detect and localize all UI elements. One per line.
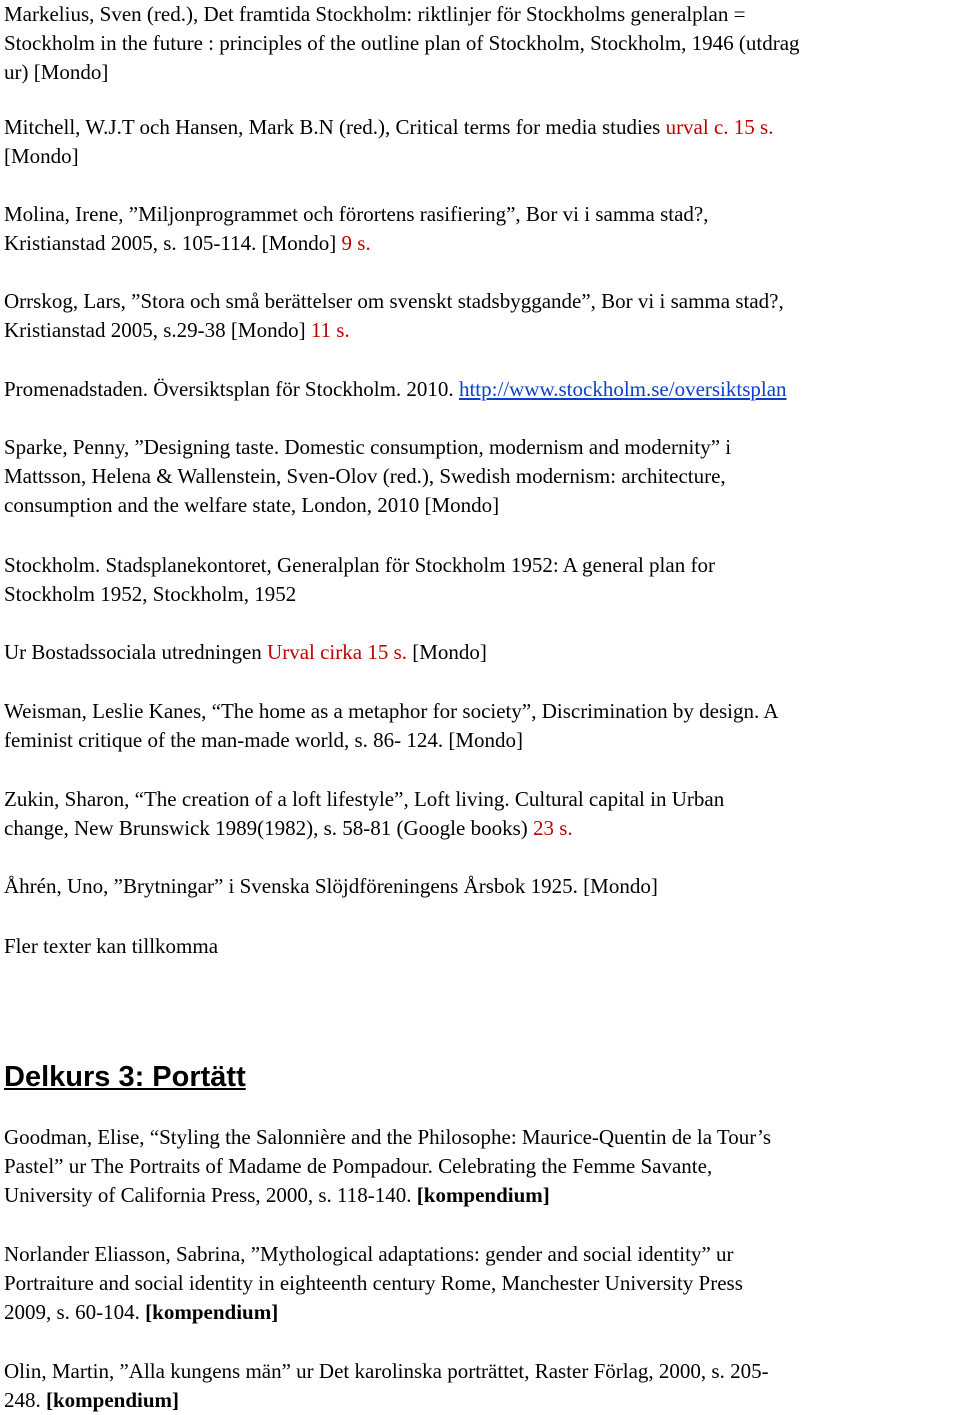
reference-text: Stockholm 1952, Stockholm, 1952 — [4, 582, 297, 606]
reference-line — [4, 1269, 743, 1298]
reference-entry — [4, 433, 731, 520]
reference-line — [4, 785, 724, 814]
reference-line — [4, 287, 784, 316]
reference-text: Kristianstad 2005, s. 105-114. [Mondo] — [4, 231, 342, 255]
reference-line — [4, 551, 715, 580]
reference-text: consumption and the welfare state, London, 2010 [Mondo] — [4, 493, 500, 517]
source-tag: [kompendium] — [46, 1388, 180, 1412]
reference-line — [4, 1386, 769, 1415]
page-count-note: 11 s. — [310, 318, 350, 342]
section-heading: Delkurs 3: Portätt — [4, 1061, 246, 1093]
reference-entry — [4, 1123, 771, 1210]
reference-entry — [4, 1357, 769, 1415]
reference-entry — [4, 200, 708, 258]
reference-line — [4, 462, 731, 491]
reference-entry — [4, 638, 487, 667]
oversiktsplan-link[interactable]: http://www.stockholm.se/oversiktsplan — [458, 377, 787, 401]
reference-line — [4, 200, 708, 229]
page-count-note: Urval cirka 15 s. — [267, 640, 407, 664]
reference-text: [Mondo] — [407, 640, 487, 664]
reference-entry — [4, 375, 787, 404]
reference-line — [4, 29, 800, 58]
reference-entry — [4, 697, 779, 755]
reference-line — [4, 58, 800, 87]
reference-line — [4, 433, 731, 462]
reference-entry — [4, 872, 658, 901]
reference-text: Sparke, Penny, ”Designing taste. Domestic consumption, modernism and modernity” i — [4, 435, 732, 459]
reference-line — [4, 1298, 743, 1327]
reference-text: Portraiture and social identity in eighteenth century Rome, Manchester University Press — [4, 1271, 743, 1295]
reference-text: Goodman, Elise, “Styling the Salonnière and the Philosophe: Maurice-Quentin de la Tour’s — [4, 1125, 772, 1149]
reference-line — [4, 814, 724, 843]
reference-line — [4, 491, 731, 520]
reference-text: Mitchell, W.J.T och Hansen, Mark B.N (red.), Critical terms for media studies — [4, 115, 666, 139]
source-tag: [kompendium] — [145, 1300, 279, 1324]
reference-text: Promenadstaden. Översiktsplan för Stockholm. 2010. — [4, 377, 459, 401]
reference-text: feminist critique of the man-made world, s. 86- 124. [Mondo] — [4, 728, 524, 752]
reference-line — [4, 142, 773, 171]
reference-line — [4, 375, 787, 404]
reference-text: Stockholm in the future : principles of the outline plan of Stockholm, Stockholm, 1946 (utdrag — [4, 31, 800, 55]
reference-text: Kristianstad 2005, s.29-38 [Mondo] — [4, 318, 311, 342]
reference-line — [4, 872, 658, 901]
reference-text: [Mondo] — [4, 144, 79, 168]
reference-text: Orrskog, Lars, ”Stora och små berättelser om svenskt stadsbyggande”, Bor vi i samma stad?, — [4, 289, 784, 313]
reference-line — [4, 113, 773, 142]
reference-text: Molina, Irene, ”Miljonprogrammet och förortens rasifiering”, Bor vi i samma stad?, — [4, 202, 709, 226]
page-count-note: 9 s. — [341, 231, 371, 255]
reference-text: change, New Brunswick 1989(1982), s. 58-81 (Google books) — [4, 816, 533, 840]
reference-text: Mattsson, Helena & Wallenstein, Sven-Olov (red.), Swedish modernism: architecture, — [4, 464, 726, 488]
reference-entry — [4, 932, 218, 961]
reference-text: Markelius, Sven (red.), Det framtida Stockholm: riktlinjer för Stockholms generalplan = — [4, 2, 746, 26]
reference-entry — [4, 551, 715, 609]
reference-line — [4, 316, 784, 345]
reference-entry — [4, 1240, 743, 1327]
reference-text: Fler texter kan tillkomma — [4, 934, 219, 958]
source-tag: [kompendium] — [416, 1183, 550, 1207]
reference-entry — [4, 287, 784, 345]
reference-text: ur) [Mondo] — [4, 60, 109, 84]
reference-text: Weisman, Leslie Kanes, “The home as a metaphor for society”, Discrimination by design. A — [4, 699, 779, 723]
reference-line — [4, 229, 708, 258]
reference-line — [4, 1152, 771, 1181]
reference-text: Åhrén, Uno, ”Brytningar” i Svenska Slöjdföreningens Årsbok 1925. [Mondo] — [4, 874, 658, 898]
reference-line — [4, 0, 800, 29]
reference-line — [4, 697, 779, 726]
reference-line — [4, 1181, 771, 1210]
reference-text: Norlander Eliasson, Sabrina, ”Mythological adaptations: gender and social identity” ur — [4, 1242, 734, 1266]
reference-line — [4, 726, 779, 755]
reference-text: Stockholm. Stadsplanekontoret, Generalplan för Stockholm 1952: A general plan for — [4, 553, 715, 577]
reference-entry — [4, 785, 724, 843]
reference-text: Zukin, Sharon, “The creation of a loft lifestyle”, Loft living. Cultural capital in Urban — [4, 787, 725, 811]
reference-entry — [4, 0, 800, 87]
reference-line — [4, 638, 487, 667]
reference-line — [4, 1123, 771, 1152]
page-count-note: 23 s. — [533, 816, 573, 840]
reference-line — [4, 1357, 769, 1386]
reference-line — [4, 580, 715, 609]
reference-line — [4, 932, 218, 961]
reference-text: Pastel” ur The Portraits of Madame de Pompadour. Celebrating the Femme Savante, — [4, 1154, 713, 1178]
reference-text: 248. — [4, 1388, 46, 1412]
reference-line — [4, 1240, 743, 1269]
reference-entry — [4, 113, 773, 171]
reference-text: 2009, s. 60-104. — [4, 1300, 146, 1324]
reference-text: Ur Bostadssociala utredningen — [4, 640, 268, 664]
page-count-note: urval c. 15 s. — [665, 115, 774, 139]
reference-text: University of California Press, 2000, s. 118-140. — [4, 1183, 417, 1207]
reference-text: Olin, Martin, ”Alla kungens män” ur Det karolinska porträttet, Raster Förlag, 2000, s. 205- — [4, 1359, 769, 1383]
